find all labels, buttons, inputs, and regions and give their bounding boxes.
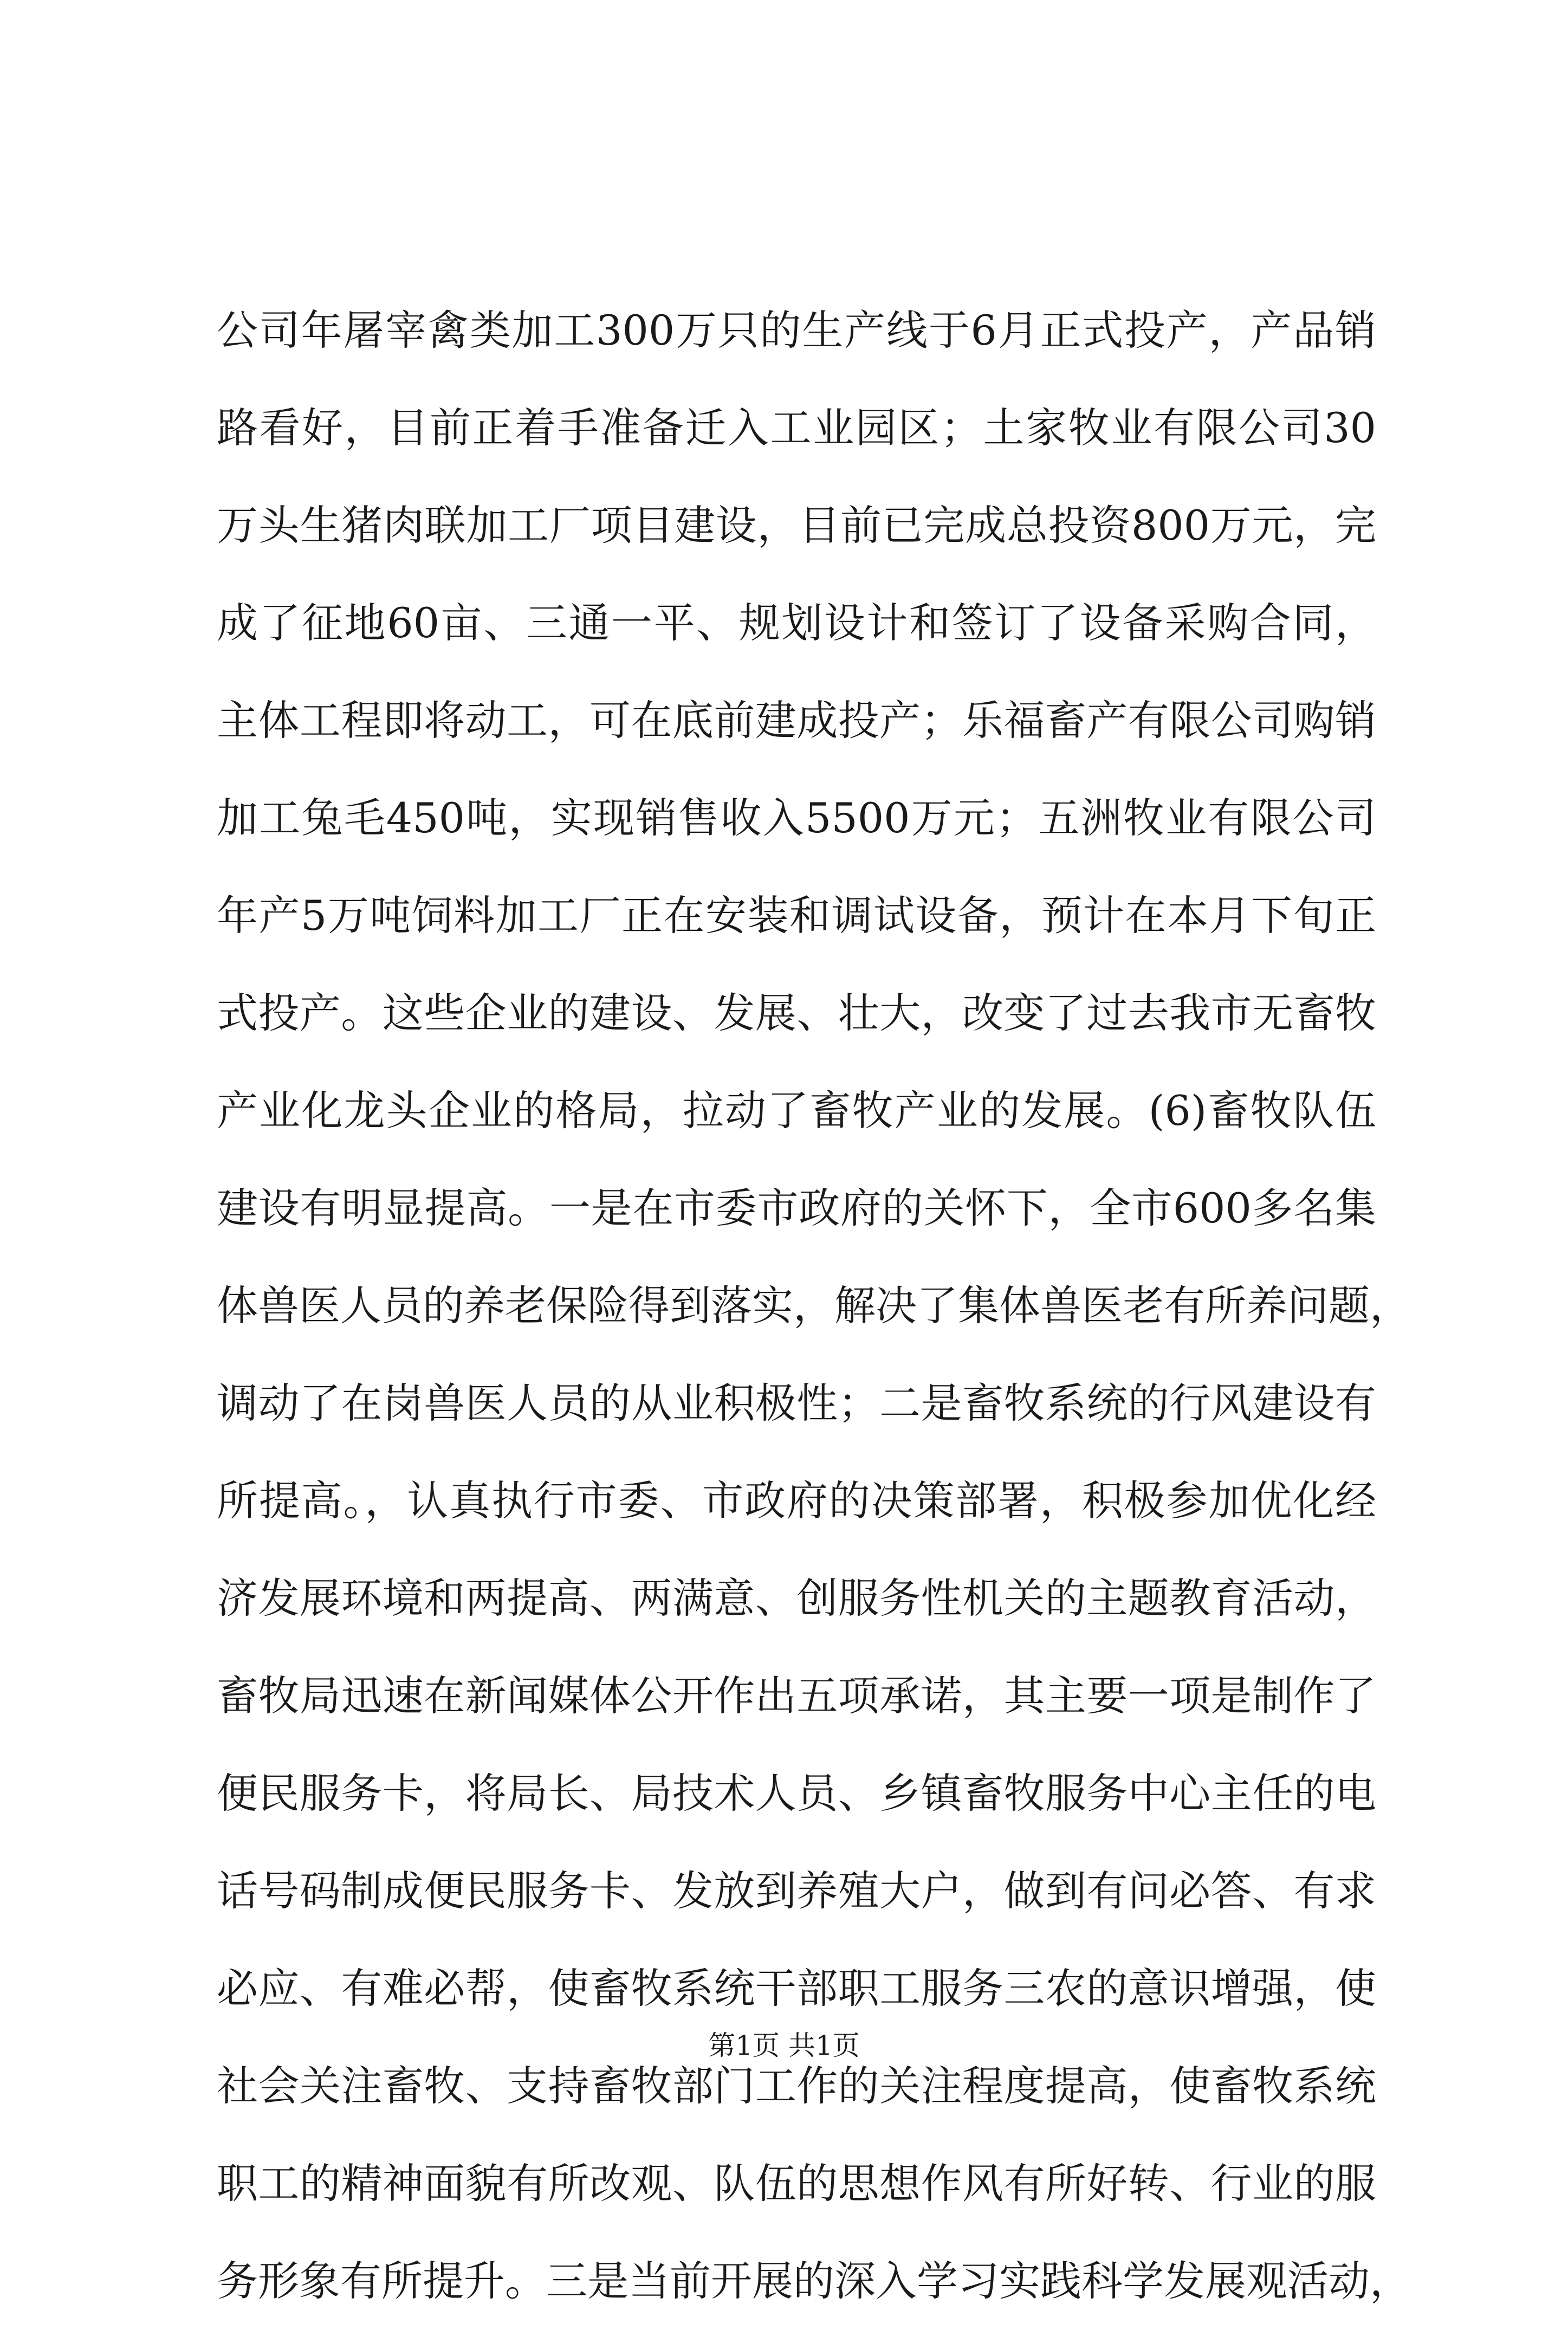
text-line: 必应、有难必帮，使畜牧系统干部职工服务三农的意识增强，使 (217, 1964, 1376, 2012)
page-footer: 第1页 共1页 (708, 2030, 860, 2061)
text-line: 产业化龙头企业的格局，拉动了畜牧产业的发展。(6)畜牧队伍 (217, 1086, 1376, 1135)
text-line: 成了征地60亩、三通一平、规划设计和签订了设备采购合同， (217, 599, 1376, 647)
text-line: 济发展环境和两提高、两满意、创服务性机关的主题教育活动， (217, 1574, 1376, 1622)
text-line: 畜牧局迅速在新闻媒体公开作出五项承诺，其主要一项是制作了 (217, 1672, 1376, 1720)
text-line: 万头生猪肉联加工厂项目建设，目前已完成总投资800万元，完 (217, 501, 1376, 549)
text-line: 年产5万吨饲料加工厂正在安装和调试设备，预计在本月下旬正 (217, 891, 1376, 940)
text-line: 式投产。这些企业的建设、发展、壮大，改变了过去我市无畜牧 (217, 989, 1376, 1037)
text-line: 便民服务卡，将局长、局技术人员、乡镇畜牧服务中心主任的电 (217, 1769, 1376, 1817)
text-line: 务形象有所提升。三是当前开展的深入学习实践科学发展观活动， (217, 2257, 1411, 2305)
body-text (217, 282, 1411, 2330)
text-line: 社会关注畜牧、支持畜牧部门工作的关注程度提高，使畜牧系统 (217, 2062, 1376, 2110)
text-line: 主体工程即将动工，可在底前建成投产；乐福畜产有限公司购销 (217, 696, 1376, 745)
text-line: 话号码制成便民服务卡、发放到养殖大户，做到有问必答、有求 (217, 1867, 1376, 1915)
text-line: 职工的精神面貌有所改观、队伍的思想作风有所好转、行业的服 (217, 2159, 1376, 2208)
text-line: 体兽医人员的养老保险得到落实，解决了集体兽医老有所养问题， (217, 1282, 1411, 1330)
text-line: 路看好，目前正着手准备迁入工业园区；土家牧业有限公司30 (217, 404, 1376, 452)
text-line: 所提高。，认真执行市委、市政府的决策部署，积极参加优化经 (217, 1477, 1376, 1525)
text-line: 调动了在岗兽医人员的从业积极性；二是畜牧系统的行风建设有 (217, 1379, 1376, 1427)
text-line: 建设有明显提高。一是在市委市政府的关怀下，全市600多名集 (217, 1184, 1376, 1232)
text-line: 加工兔毛450吨，实现销售收入5500万元；五洲牧业有限公司 (217, 794, 1376, 842)
text-line: 公司年屠宰禽类加工300万只的生产线于6月正式投产，产品销 (217, 306, 1376, 354)
